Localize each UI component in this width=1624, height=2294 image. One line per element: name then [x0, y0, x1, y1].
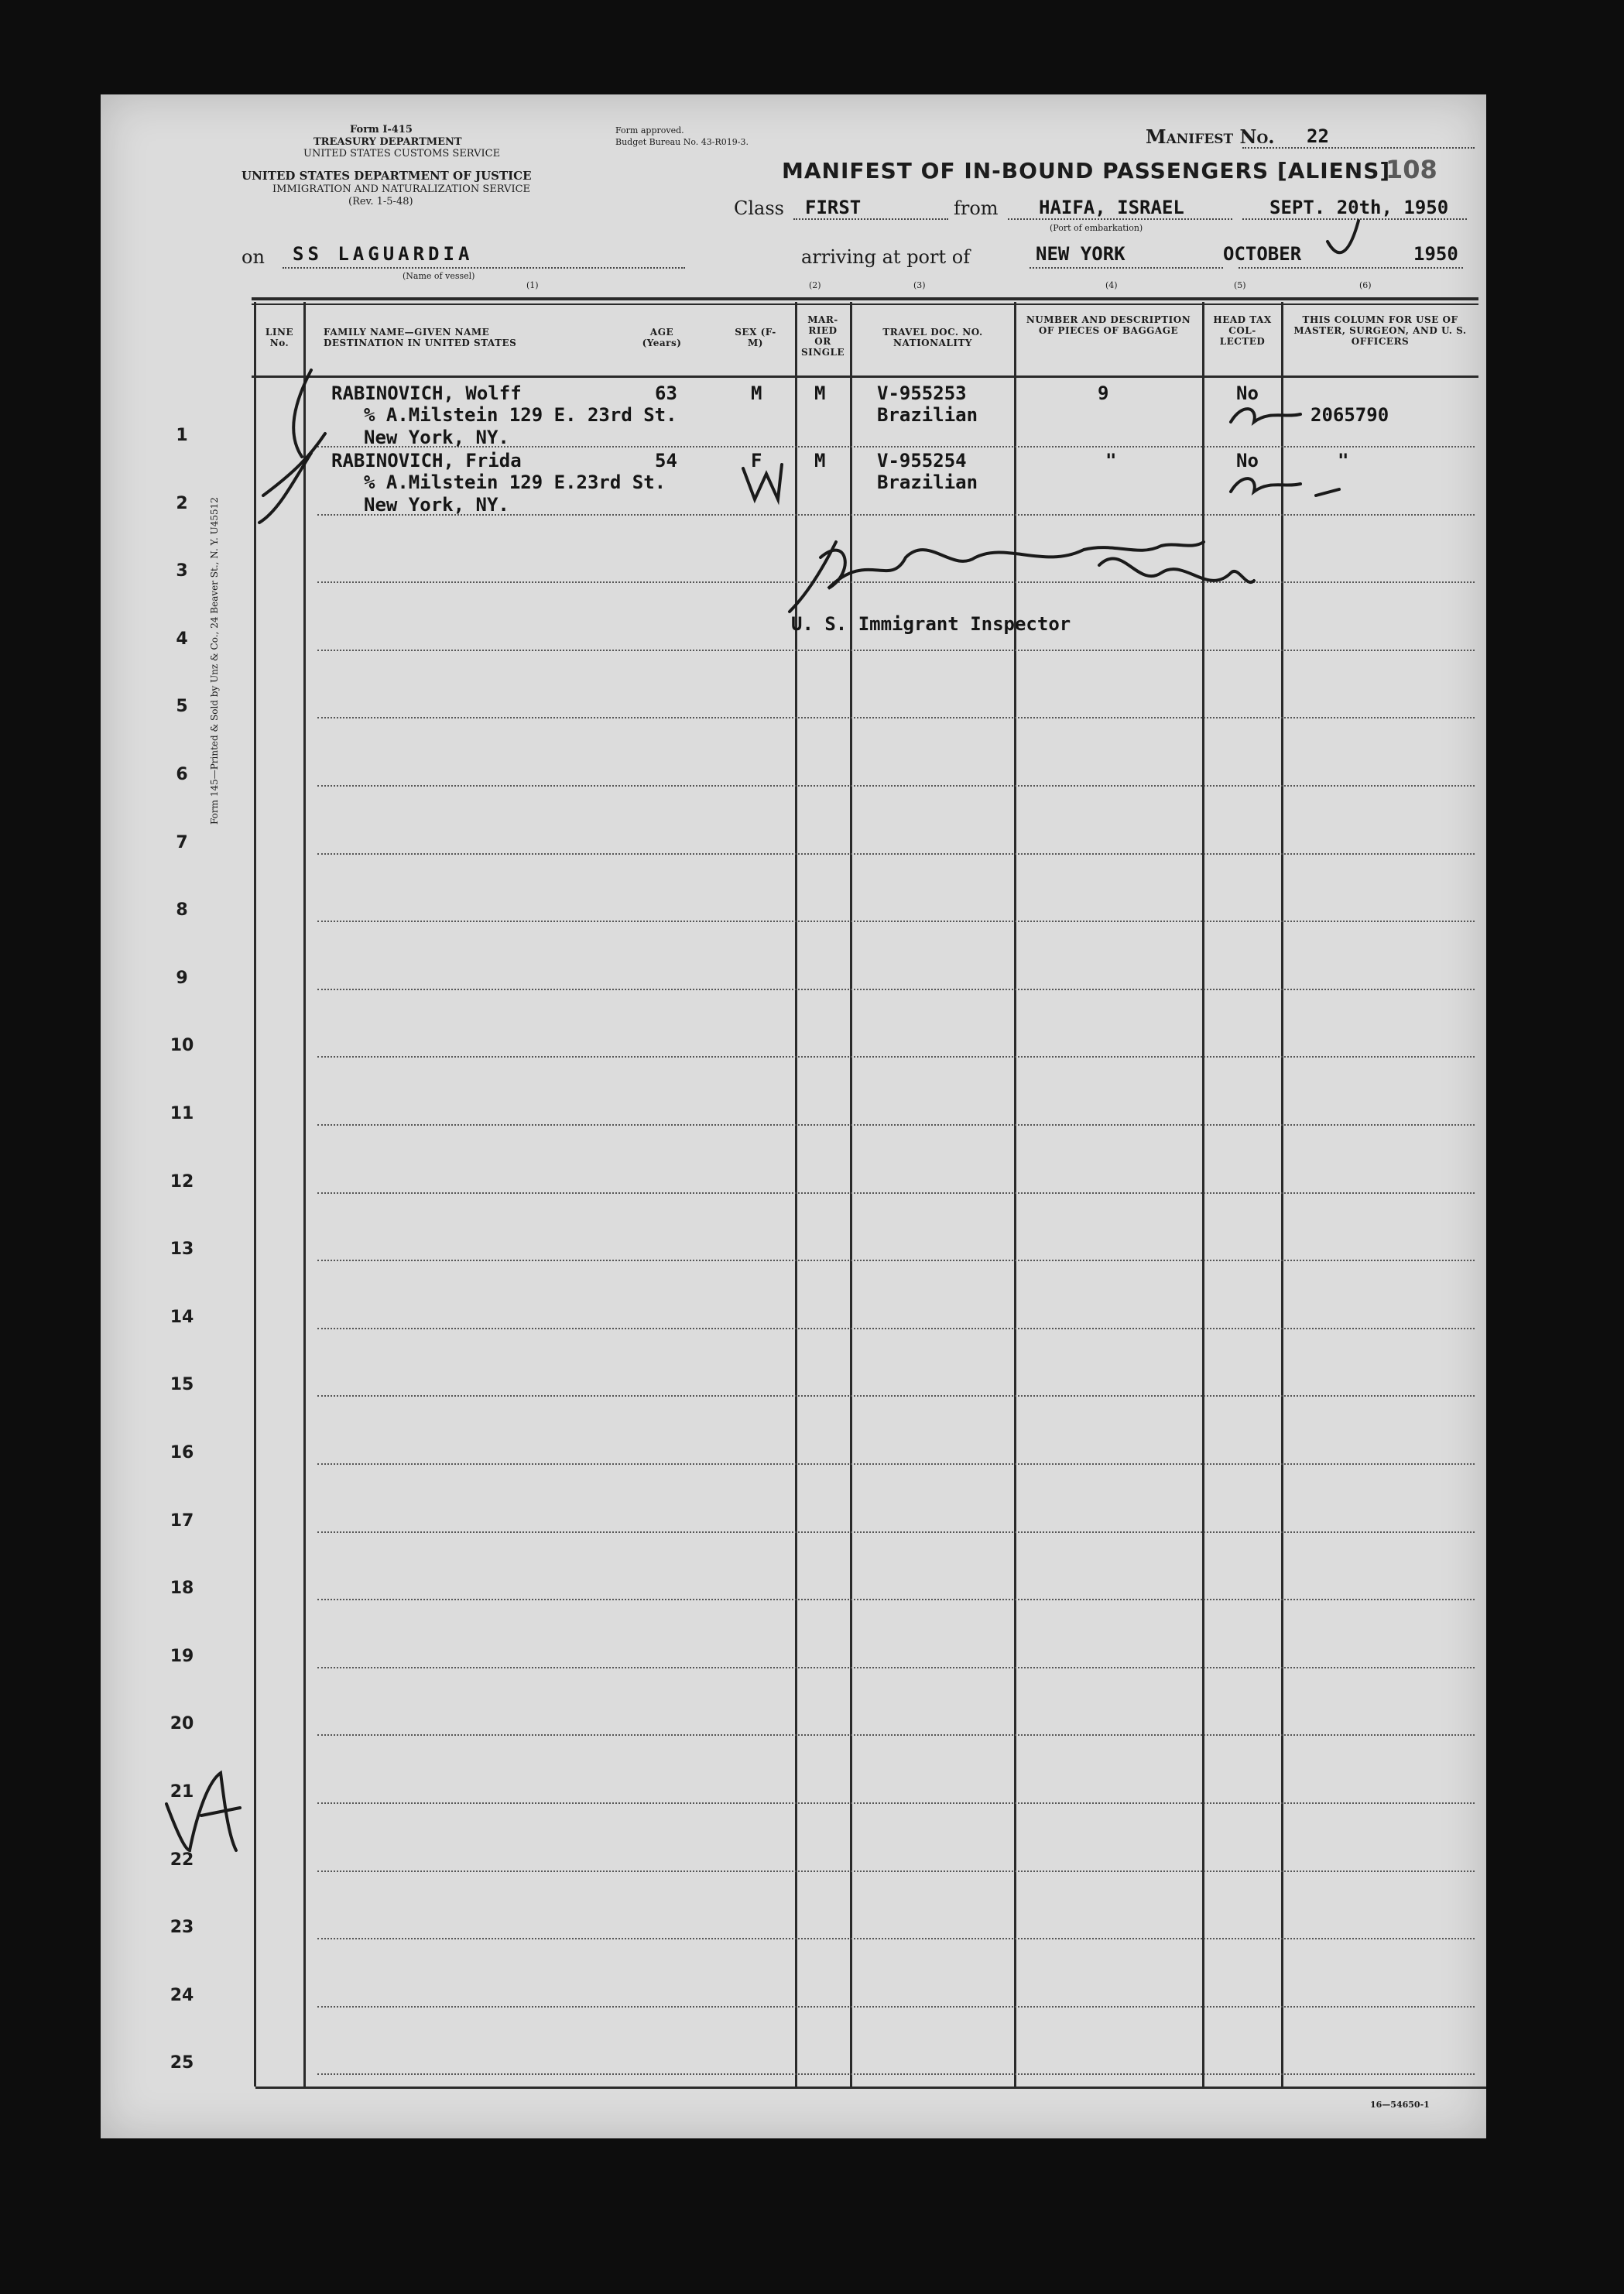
table-bottom-rule: [255, 2087, 1486, 2089]
header-rev: (Rev. 1-5-48): [348, 196, 413, 207]
row-rule: [317, 1802, 1475, 1804]
row-rule: [317, 2006, 1475, 2008]
stamp-number: 108: [1386, 155, 1437, 184]
p1-officer: 2065790: [1311, 404, 1389, 426]
row-rule: [317, 1395, 1475, 1397]
printer-imprint: Form 145—Printed & Sold by Unz & Co., 24 Beaver St., N. Y. U45512: [209, 497, 220, 825]
col-header-baggage: NUMBER AND DESCRIPTION OF PIECES OF BAGGAGE: [1026, 314, 1191, 336]
depart-date-line: [1242, 218, 1467, 220]
p2-care-of: % A.Milstein 129 E.23rd St.: [364, 471, 666, 493]
line-number: 14: [170, 1307, 194, 1327]
header-dept-treasury: TREASURY DEPARTMENT: [313, 136, 462, 148]
vessel-line: [283, 267, 685, 269]
col-num-6: (6): [1359, 280, 1372, 290]
from-label: from: [954, 197, 999, 219]
col-num-5: (5): [1234, 280, 1246, 290]
row-rule: [317, 581, 1475, 583]
arrival-port-line: [1030, 267, 1223, 269]
form-approved: Form approved.: [615, 125, 684, 135]
row-rule: [317, 853, 1475, 855]
p2-sex: F: [751, 450, 762, 471]
p2-married: M: [814, 450, 826, 471]
line-number: 10: [170, 1036, 194, 1056]
row-rule: [317, 1734, 1475, 1736]
arrival-port: NEW YORK: [1036, 243, 1125, 265]
p2-doc: V-955254: [877, 450, 967, 471]
line-number: 3: [176, 561, 188, 581]
class-label: Class: [734, 197, 784, 219]
manifest-no-label: Manifest No.: [1146, 125, 1275, 148]
line-number: 16: [170, 1443, 194, 1462]
col-num-2: (2): [809, 280, 821, 290]
line-number: 19: [170, 1646, 194, 1666]
row-rule: [317, 717, 1475, 718]
col-header-name: FAMILY NAME—GIVEN NAME DESTINATION IN UNITED STATES: [324, 327, 517, 348]
col-num-4: (4): [1105, 280, 1118, 290]
vessel-name: SS LAGUARDIA: [293, 243, 474, 265]
table-top-rule: [252, 297, 1478, 300]
p1-city: New York, NY.: [364, 427, 509, 448]
on-label: on: [242, 246, 265, 268]
p1-care-of: % A.Milstein 129 E. 23rd St.: [364, 404, 677, 426]
depart-date: SEPT. 20th, 1950: [1269, 197, 1449, 218]
line-number: 7: [176, 832, 188, 852]
header-justice: UNITED STATES DEPARTMENT OF JUSTICE: [242, 169, 532, 183]
header-form-no: Form I-415: [350, 124, 413, 135]
col-num-1: (1): [526, 280, 539, 290]
line-number: 11: [170, 1104, 194, 1123]
col-rule-baggage-right: [1202, 302, 1204, 2087]
row-rule: [317, 650, 1475, 651]
col-rule-travel-right: [1014, 302, 1016, 2087]
p2-city: New York, NY.: [364, 494, 509, 516]
col-header-age: AGE (Years): [642, 327, 682, 348]
row-rule: [317, 785, 1475, 787]
manifest-sheet: [101, 94, 1486, 2138]
row-rule: [317, 989, 1475, 990]
col-header-line: LINE No.: [265, 327, 294, 348]
line-number: 22: [170, 1850, 194, 1870]
col-rule-line: [303, 302, 306, 2087]
arrival-date: OCTOBER: [1223, 243, 1302, 265]
line-number: 17: [170, 1510, 194, 1531]
line-number: 5: [176, 697, 188, 717]
p2-headtax: No: [1236, 450, 1259, 471]
manifest-no-value: 22: [1307, 125, 1329, 147]
manifest-title: MANIFEST OF IN-BOUND PASSENGERS [ALIENS]: [782, 158, 1391, 183]
col-header-headtax: HEAD TAX COL- LECTED: [1213, 314, 1272, 347]
line-number: 9: [176, 968, 188, 988]
p1-sex: M: [751, 382, 762, 404]
line-number: 24: [170, 1985, 194, 2005]
embark-note: (Port of embarkation): [1050, 223, 1143, 233]
col-header-officers: THIS COLUMN FOR USE OF MASTER, SURGEON, AND U. S. OFFICERS: [1293, 314, 1467, 347]
manifest-no-line: [1242, 147, 1475, 149]
line-number: 6: [176, 765, 188, 784]
col-rule-left: [254, 302, 256, 2087]
class-line: [793, 218, 948, 220]
row-rule: [317, 1938, 1475, 1939]
row-rule: [317, 921, 1475, 922]
p2-officer: ": [1338, 450, 1349, 471]
line-number: 23: [170, 1918, 194, 1938]
p1-name: RABINOVICH, Wolff: [331, 382, 522, 404]
arriving-label: arriving at port of: [801, 246, 971, 268]
row-rule: [317, 1599, 1475, 1600]
arrival-date-line: [1239, 267, 1463, 269]
row-rule: [317, 1871, 1475, 1872]
line-number: 1: [176, 426, 188, 445]
table-top-rule-2: [252, 303, 1478, 305]
p2-nationality: Brazilian: [877, 471, 978, 493]
from-value: HAIFA, ISRAEL: [1039, 197, 1184, 218]
line-number: 12: [170, 1171, 194, 1192]
row-rule: [317, 1667, 1475, 1668]
line-number: 8: [176, 900, 188, 921]
p1-age: 63: [655, 382, 677, 404]
p1-baggage: 9: [1098, 382, 1109, 404]
row-rule: [317, 1192, 1475, 1194]
line-number: 25: [170, 2053, 194, 2073]
p2-age: 54: [655, 450, 677, 471]
row-rule: [317, 1463, 1475, 1465]
arrival-year: 1950: [1413, 243, 1458, 265]
col-rule-headtax-right: [1281, 302, 1283, 2087]
row-rule: [317, 1531, 1475, 1533]
inspector-title: U. S. Immigrant Inspector: [791, 613, 1071, 635]
class-value: FIRST: [805, 197, 862, 218]
line-number: 4: [176, 629, 188, 649]
footer-code: 16—54650-1: [1370, 2100, 1430, 2110]
header-customs: UNITED STATES CUSTOMS SERVICE: [303, 148, 501, 159]
line-number: 18: [170, 1579, 194, 1599]
col-header-sex: SEX (F-M): [735, 327, 776, 348]
line-number: 21: [170, 1782, 194, 1802]
line-number: 15: [170, 1375, 194, 1395]
p1-married: M: [814, 382, 826, 404]
line-number: 20: [170, 1714, 194, 1734]
p2-name: RABINOVICH, Frida: [331, 450, 522, 471]
line-number: 13: [170, 1240, 194, 1260]
col-header-travel: TRAVEL DOC. NO. NATIONALITY: [882, 327, 983, 348]
p1-headtax: No: [1236, 382, 1259, 404]
p1-nationality: Brazilian: [877, 404, 978, 426]
p1-doc: V-955253: [877, 382, 967, 404]
col-rule-married-right: [850, 302, 852, 2087]
col-header-married: MAR- RIED OR SINGLE: [800, 314, 845, 358]
row-rule: [317, 2073, 1475, 2075]
col-num-3: (3): [913, 280, 926, 290]
vessel-note: (Name of vessel): [403, 271, 475, 281]
row-rule: [317, 1124, 1475, 1126]
table-header-rule: [252, 375, 1478, 378]
row-rule: [317, 1328, 1475, 1329]
from-line: [1008, 218, 1232, 220]
row-rule: [317, 1056, 1475, 1058]
header-ins: IMMIGRATION AND NATURALIZATION SERVICE: [272, 183, 531, 195]
col-rule-married-left: [795, 302, 797, 2087]
budget-bureau: Budget Bureau No. 43-R019-3.: [615, 137, 749, 147]
line-number: 2: [176, 493, 188, 513]
row-rule: [317, 1260, 1475, 1261]
p2-baggage: ": [1105, 450, 1117, 471]
